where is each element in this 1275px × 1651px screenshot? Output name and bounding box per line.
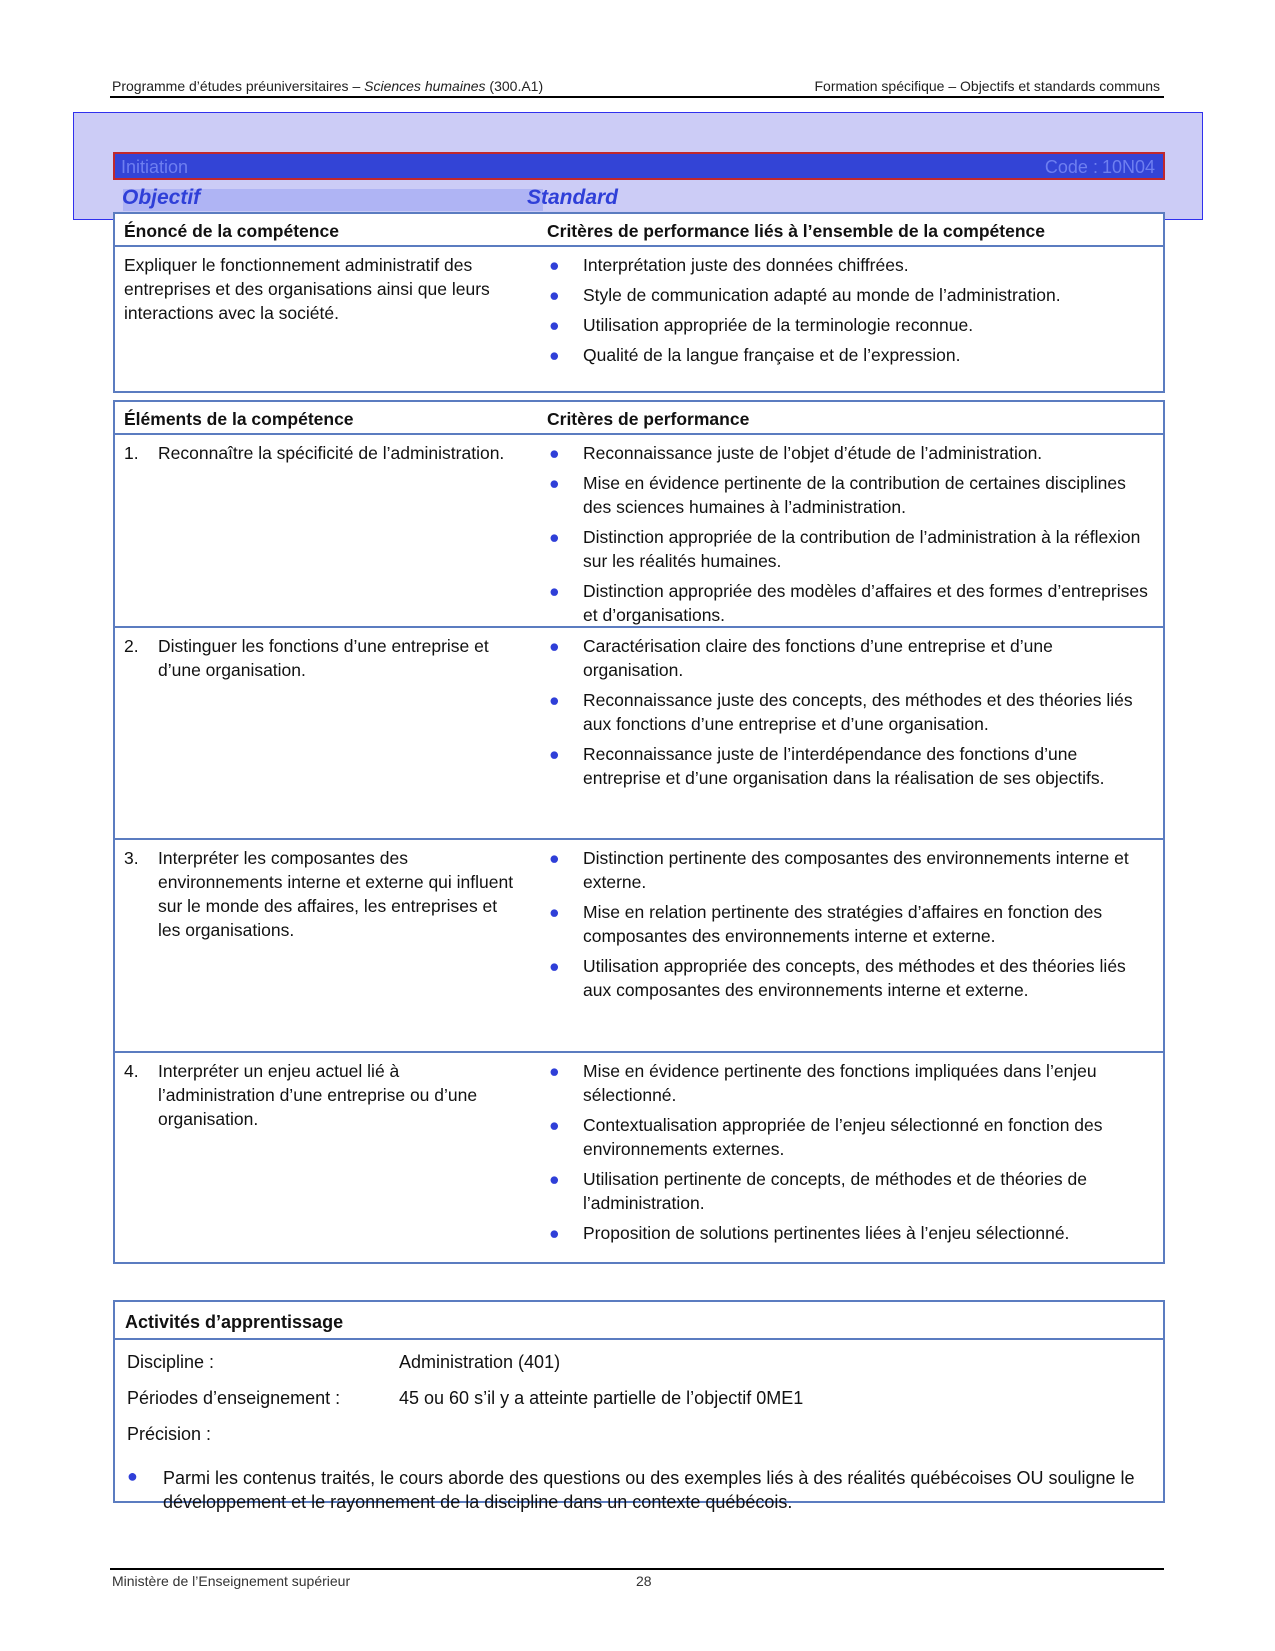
element-text: Interpréter un enjeu actuel lié à l’administration d’une entreprise ou d’une organisation. (158, 1061, 478, 1129)
competency-table (113, 212, 1165, 393)
list-item: ● Distinction appropriée des modèles d’affaires et des formes d’entreprises et d’organisations. (549, 581, 1148, 625)
bullet-icon: ● (549, 255, 560, 275)
competency-row (115, 247, 1163, 390)
bullet-icon: ● (549, 285, 560, 305)
page-number: 28 (636, 1573, 652, 1589)
list-item: ● Interprétation juste des données chiffrées. (549, 255, 909, 275)
element-number: 3. (124, 848, 139, 868)
table-row (115, 1051, 1163, 1257)
elements-heading: Éléments de la compétence (124, 409, 354, 429)
list-item: ● Caractérisation claire des fonctions d’une entreprise et d’une organisation. (549, 636, 1053, 680)
bullet-icon: ● (549, 956, 560, 976)
footer-rule (110, 1568, 1164, 1570)
elements-table-header (115, 402, 1163, 435)
course-code-label: Code : (1044, 157, 1098, 177)
criteria-heading: Critères de performance (547, 409, 750, 429)
divider (115, 1338, 1163, 1340)
competency-statement-text: Expliquer le fonctionnement administratif des entreprises et des organisations ainsi que leurs interactions avec la société. (124, 255, 490, 323)
discipline-label: Discipline : (127, 1352, 215, 1372)
list-item: ● Distinction appropriée de la contribution de l’administration à la réflexion sur les réalités humaines. (549, 527, 1141, 571)
list-item: ● Reconnaissance juste de l’interdépendance des fonctions d’une entreprise et d’une organisation dans la réalisation de ses objectifs. (549, 744, 1105, 788)
footer-ministry: Ministère de l’Enseignement supérieur (112, 1573, 351, 1589)
precision-text: Parmi les contenus traités, le cours aborde des questions ou des exemples liés à des réalités québécoises OU souligne le développement et le rayonnement de la discipline dans un contexte québécois. (163, 1468, 1135, 1512)
list-item: ● Mise en évidence pertinente des fonctions impliquées dans l’enjeu sélectionné. (549, 1061, 1097, 1105)
periods-value: 45 ou 60 s’il y a atteinte partielle de l’objectif 0ME1 (399, 1388, 804, 1408)
list-item: ● Mise en évidence pertinente de la contribution de certaines disciplines des sciences humaines à l’administration. (549, 473, 1126, 517)
bullet-icon: ● (549, 902, 560, 922)
running-header (110, 76, 1164, 98)
global-criteria-heading: Critères de performance liés à l’ensemble de la compétence (547, 221, 1045, 241)
bullet-icon: ● (549, 744, 560, 764)
global-criteria-list (547, 253, 1152, 373)
column-title-objective: Objectif (122, 186, 201, 209)
bullet-icon: ● (549, 345, 560, 365)
criteria-list (547, 1059, 1152, 1251)
bullet-icon: ● (549, 527, 560, 547)
bullet-icon: ● (549, 443, 560, 463)
bullet-icon: ● (549, 848, 560, 868)
running-header-program: Programme d’études préuniversitaires – Sciences humaines (300.A1) (112, 78, 544, 94)
list-item: ● Utilisation pertinente de concepts, de méthodes et de théories de l’administration. (549, 1169, 1087, 1213)
element-number: 1. (124, 443, 139, 463)
activities-heading: Activités d’apprentissage (125, 1312, 344, 1332)
list-item: ● Style de communication adapté au monde de l’administration. (549, 285, 1061, 305)
list-item: ● Qualité de la langue française et de l’expression. (549, 345, 961, 365)
bullet-icon: ● (127, 1466, 138, 1486)
bullet-icon: ● (549, 581, 560, 601)
elements-table (113, 400, 1165, 1264)
bullet-icon: ● (549, 1115, 560, 1135)
list-item: ● Reconnaissance juste de l’objet d’étude de l’administration. (549, 443, 1043, 463)
learning-activities-box (113, 1300, 1165, 1512)
bullet-icon: ● (549, 1169, 560, 1189)
bullet-icon: ● (549, 690, 560, 710)
bullet-icon: ● (549, 636, 560, 656)
list-item: ● Utilisation appropriée de la terminologie reconnue. (549, 315, 974, 335)
running-header-right: Formation spécifique – Objectifs et standards communs (814, 78, 1160, 94)
list-item: ● Distinction pertinente des composantes des environnements interne et externe. (549, 848, 1129, 892)
criteria-list (547, 441, 1152, 633)
list-item: ● Utilisation appropriée des concepts, des méthodes et des théories liés aux composantes des environnements interne et externe. (549, 956, 1126, 1000)
list-item: ● Mise en relation pertinente des stratégies d’affaires en fonction des composantes des environnements interne et externe. (549, 902, 1103, 946)
bullet-icon: ● (549, 315, 560, 335)
bullet-icon: ● (549, 1061, 560, 1081)
competency-table-header (115, 214, 1163, 247)
element-text: Interpréter les composantes des environnements interne et externe qui influent sur le monde des affaires, les entreprises et les organisations. (158, 848, 514, 940)
list-item: ● Contextualisation appropriée de l’enjeu sélectionné en fonction des environnements externes. (549, 1115, 1103, 1159)
level-bar (113, 152, 1165, 180)
bullet-icon: ● (549, 1223, 560, 1243)
table-row (115, 626, 1163, 838)
criteria-list (547, 634, 1152, 796)
element-number: 4. (124, 1061, 139, 1081)
level-label: Initiation (121, 157, 189, 177)
element-text: Distinguer les fonctions d’une entreprise et d’une organisation. (158, 636, 489, 680)
precision-label: Précision : (127, 1424, 212, 1444)
column-title-standard: Standard (527, 186, 619, 209)
periods-label: Périodes d’enseignement : (127, 1388, 341, 1408)
table-row (115, 838, 1163, 1051)
competency-statement (124, 253, 514, 325)
discipline-value: Administration (401) (399, 1352, 561, 1372)
list-item: ● Proposition de solutions pertinentes liées à l’enjeu sélectionné. (549, 1223, 1070, 1243)
element-text: Reconnaître la spécificité de l’administration. (158, 443, 505, 463)
element-number: 2. (124, 636, 139, 656)
criteria-list (547, 846, 1152, 1008)
course-code-value: 10N04 (1101, 157, 1155, 177)
competency-statement-heading: Énoncé de la compétence (124, 221, 339, 241)
table-row (115, 435, 1163, 626)
list-item: ● Reconnaissance juste des concepts, des méthodes et des théories liés aux fonctions d’une entreprise et d’une organisation. (549, 690, 1133, 734)
course-code (1045, 157, 1155, 178)
bullet-icon: ● (549, 473, 560, 493)
